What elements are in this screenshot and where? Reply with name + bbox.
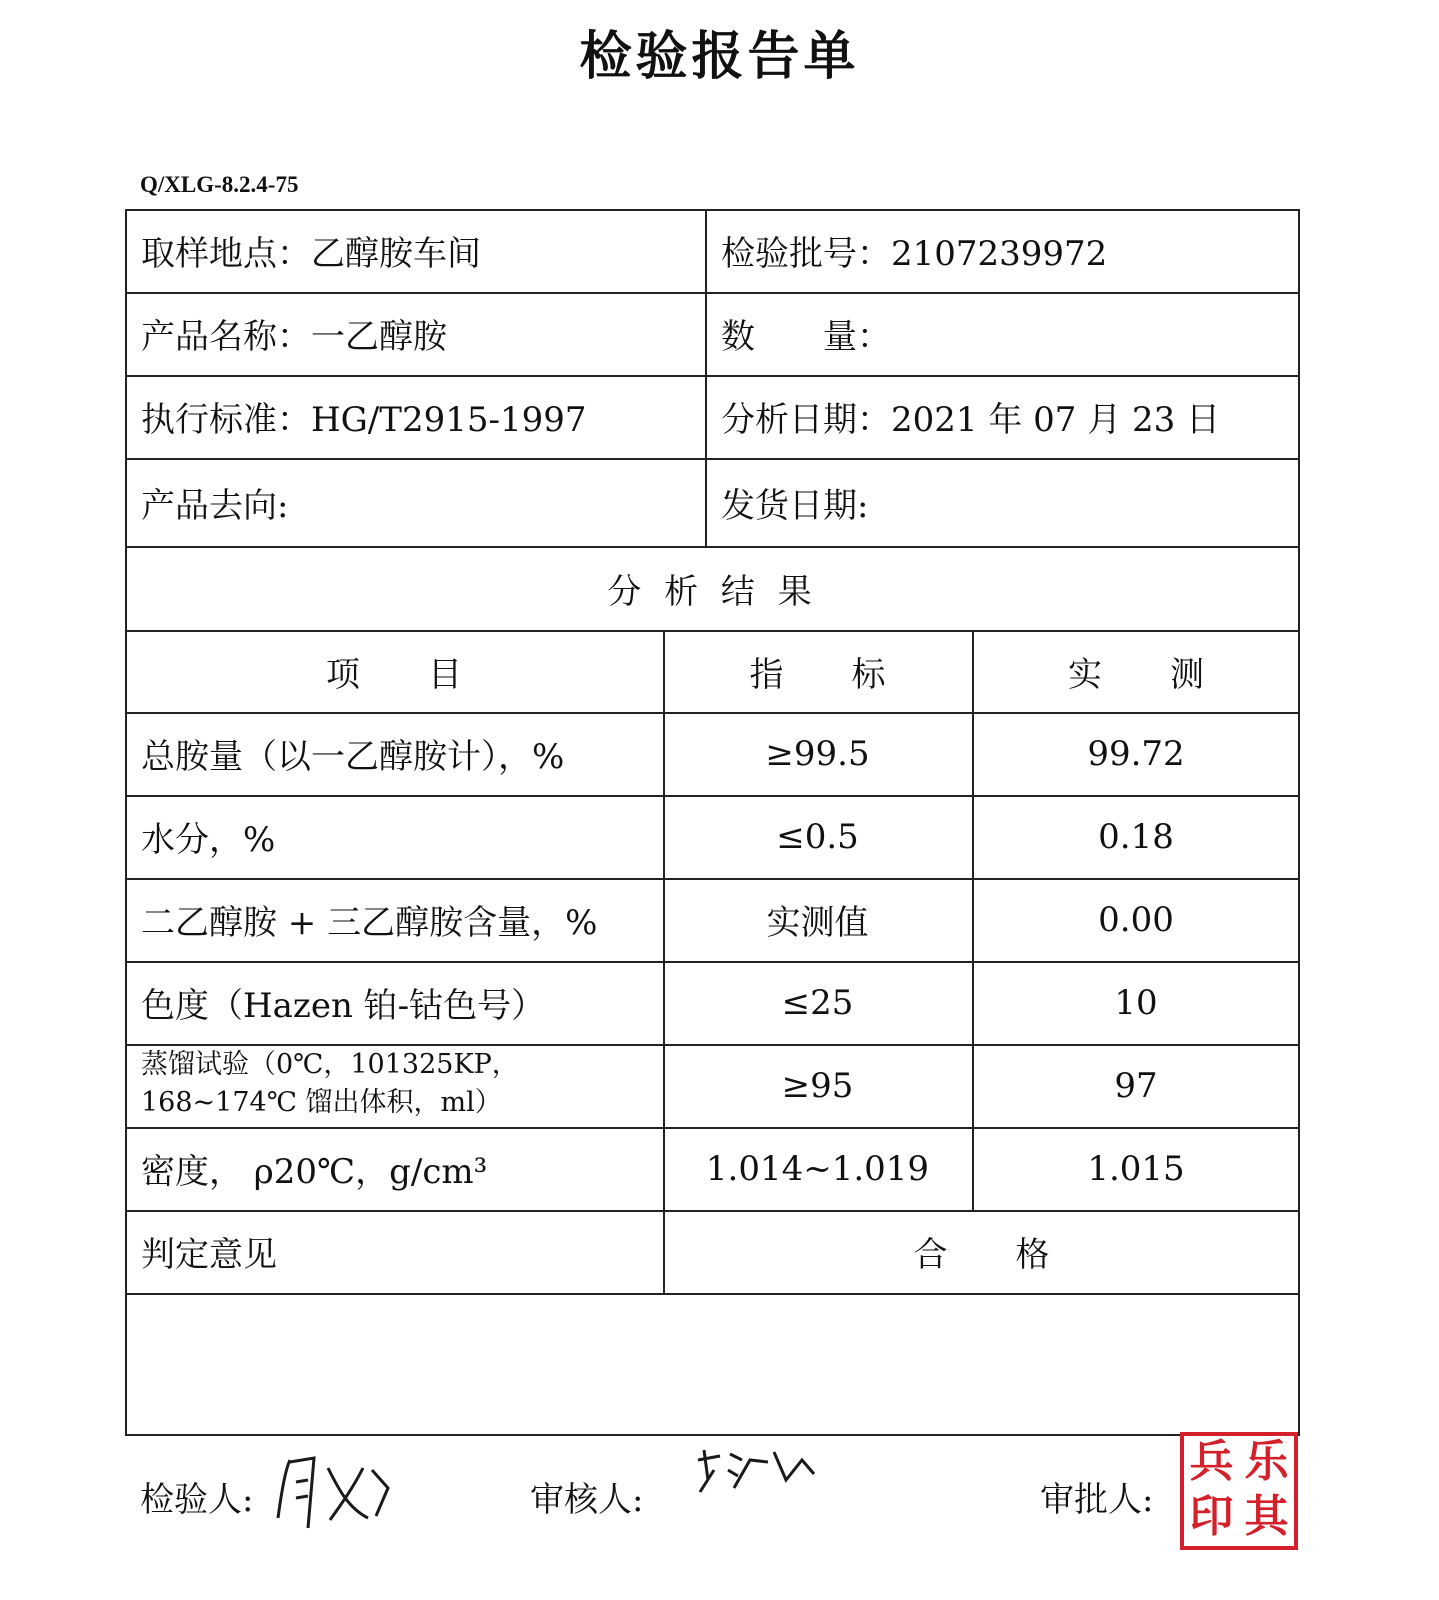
inspector-label: 检验人: [140,1480,254,1520]
table-row-item: 色度（Hazen 铂-钴色号） [141,986,546,1026]
table-row-spec: ≤25 [781,982,854,1023]
document-code: Q/XLG-8.2.4-75 [140,172,299,197]
verdict-value: 合 格 [913,1235,1050,1275]
verdict-label: 判定意见 [141,1235,277,1275]
analysis-date: 分析日期：2021 年 07 月 23 日 [721,400,1221,440]
table-row-item: 水分，% [141,820,276,860]
approval-seal-stamp [1180,1432,1298,1550]
header-item: 项 目 [326,654,462,695]
table-row-spec: ≥95 [781,1065,854,1106]
table-row-measured: 1.015 [1087,1148,1185,1189]
inspector-signature [268,1448,398,1538]
stamp-char: 兵 [1189,1436,1234,1487]
table-row-measured: 97 [1114,1065,1158,1106]
table-row-measured: 10 [1114,982,1158,1023]
reviewer-label: 审核人: [530,1480,644,1520]
table-row-item: 二乙醇胺 + 三乙醇胺含量，% [141,903,598,943]
stamp-char: 其 [1244,1491,1289,1542]
table-row-item: 总胺量（以一乙醇胺计），% [141,737,565,777]
quantity: 数 量： [721,317,891,357]
ship-date: 发货日期: [721,485,869,526]
table-row-spec: ≥99.5 [765,733,870,774]
table-row-measured: 0.00 [1098,899,1174,940]
product-destination: 产品去向: [141,485,289,526]
analysis-results-heading: 分 析 结 果 [607,571,818,612]
header-spec: 指 标 [749,654,886,695]
report-title: 检验报告单 [579,27,860,87]
table-row-spec: 1.014~1.019 [705,1148,930,1189]
execution-standard: 执行标准：HG/T2915-1997 [141,400,587,440]
table-row-spec: 实测值 [766,903,869,943]
table-row-measured: 99.72 [1087,733,1185,774]
product-name: 产品名称：一乙醇胺 [141,317,447,357]
batch-number: 检验批号：2107239972 [721,234,1108,274]
table-row-measured: 0.18 [1098,816,1174,857]
remarks-area [125,1293,1300,1436]
table-row-spec: ≤0.5 [776,816,859,857]
sampling-location: 取样地点：乙醇胺车间 [141,234,481,274]
reviewer-signature [690,1440,820,1500]
stamp-char: 乐 [1244,1436,1289,1487]
table-row-item: 蒸馏试验（0℃，101325KP，168~174℃ 馏出体积，ml） [141,1049,519,1118]
header-measured: 实 测 [1068,654,1204,695]
approver-label: 审批人: [1040,1480,1154,1520]
stamp-char: 印 [1189,1491,1234,1542]
table-row-item: 密度， ρ20℃，g/cm³ [141,1152,488,1192]
